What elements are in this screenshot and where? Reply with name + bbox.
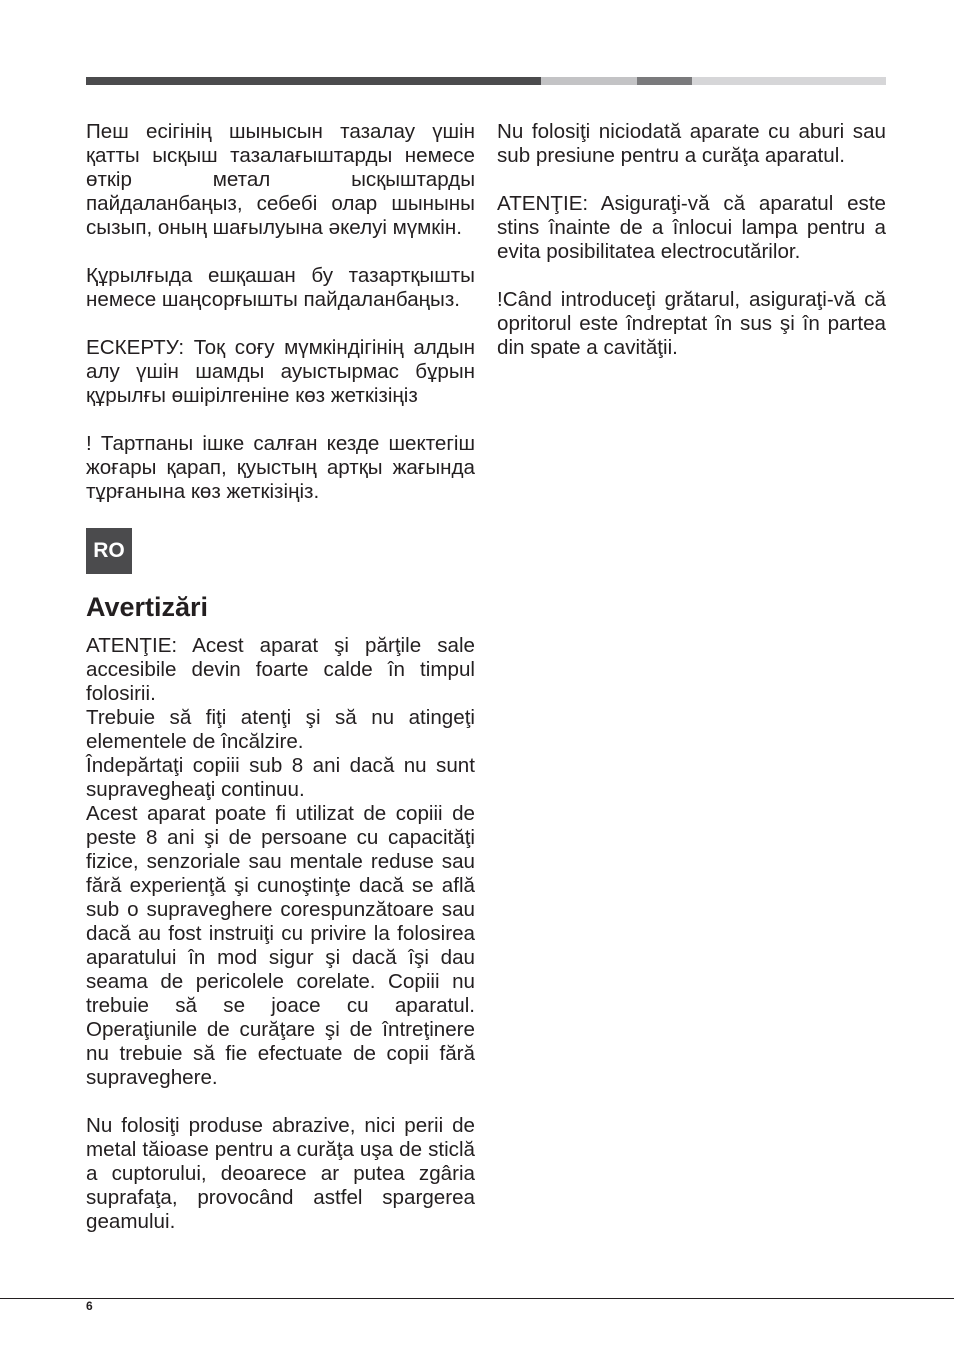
ro-paragraph-steam-devices: Nu folosiţi niciodată aparate cu aburi sau sub presiune pentru a curăţa aparatul. [497, 120, 886, 167]
page-number: 6 [86, 1299, 93, 1313]
ro-paragraph-heating-elements: Trebuie să fiţi atenţi şi să nu atingeţi elementele de încălzire. [86, 706, 475, 753]
footer-divider [0, 1298, 954, 1299]
ro-paragraph-abrasive-products: Nu folosiţi produse abrazive, nici perii de metal tăioase pentru a curăţa uşa de sticlă a cuptorului, deoarece ar putea zgâria suprafaţa, provocând astfel spargerea geamului. [86, 1114, 475, 1233]
kk-paragraph-cleaning-glass: Пеш есігінің шынысын тазалау үшін қатты ысқыш тазалағыштарды немесе өткір метал ысқыштарды пайдаланбаңыз, себебі олар шыныны сызып, оның шағылуына әкелуі мүмкін. [86, 120, 475, 239]
header-bar-segment-dark [86, 77, 541, 85]
language-badge-ro: RO [86, 528, 132, 574]
header-color-bar [86, 77, 886, 85]
section-title-warnings: Avertizări [86, 592, 209, 622]
left-column [86, 120, 475, 1258]
kk-paragraph-steam-cleaner: Құрылғыда ешқашан бу тазартқышты немесе шаңсорғышты пайдаланбаңыз. [86, 264, 475, 311]
ro-paragraph-children-under-8: Îndepărtaţi copiii sub 8 ani dacă nu sunt supravegheaţi continuu. [86, 754, 475, 801]
kk-paragraph-warning-lamp: ЕСКЕРТУ: Тоқ соғу мүмкіндігінің алдын алу үшін шамды ауыстырмас бұрын құрылғы өшірілгеніне көз жеткізіңіз [86, 336, 475, 407]
ro-paragraph-children-supervision: Acest aparat poate fi utilizat de copiii de peste 8 ani şi de persoane cu capacităţi fizice, senzoriale sau mentale reduse sau fără experienţă şi cunoştinţe dacă se află sub o supraveghere corespunzătoare sau dacă au fost instruiţi cu privire la folosirea aparatului în mod sigur şi dacă îşi dau seama de pericolele corelate. Copiii nu trebuie să se joace cu aparatul. Operaţiunile de curăţare şi de întreţinere nu trebuie să fie efectuate de copii fără supraveghere. [86, 802, 475, 1089]
right-column [497, 120, 886, 384]
header-bar-segment-light [541, 77, 637, 85]
ro-paragraph-rack-stopper: !Când introduceţi grătarul, asiguraţi-vă că opritorul este îndreptat în sus şi în partea din spate a cavităţii. [497, 288, 886, 359]
header-bar-segment-lightest [692, 77, 886, 85]
header-bar-segment-mid [637, 77, 692, 85]
ro-paragraph-attention-hot: ATENŢIE: Acest aparat şi părţile sale accesibile devin foarte calde în timpul folosirii. [86, 634, 475, 705]
kk-paragraph-rack-stopper: ! Тартпаны ішке салған кезде шектегіш жоғары қарап, қуыстың артқы жағында тұрғанына көз жеткізіңіз. [86, 432, 475, 503]
ro-paragraph-attention-lamp: ATENŢIE: Asiguraţi-vă că aparatul este stins înainte de a înlocui lampa pentru a evita posibilitatea electrocutărilor. [497, 192, 886, 263]
